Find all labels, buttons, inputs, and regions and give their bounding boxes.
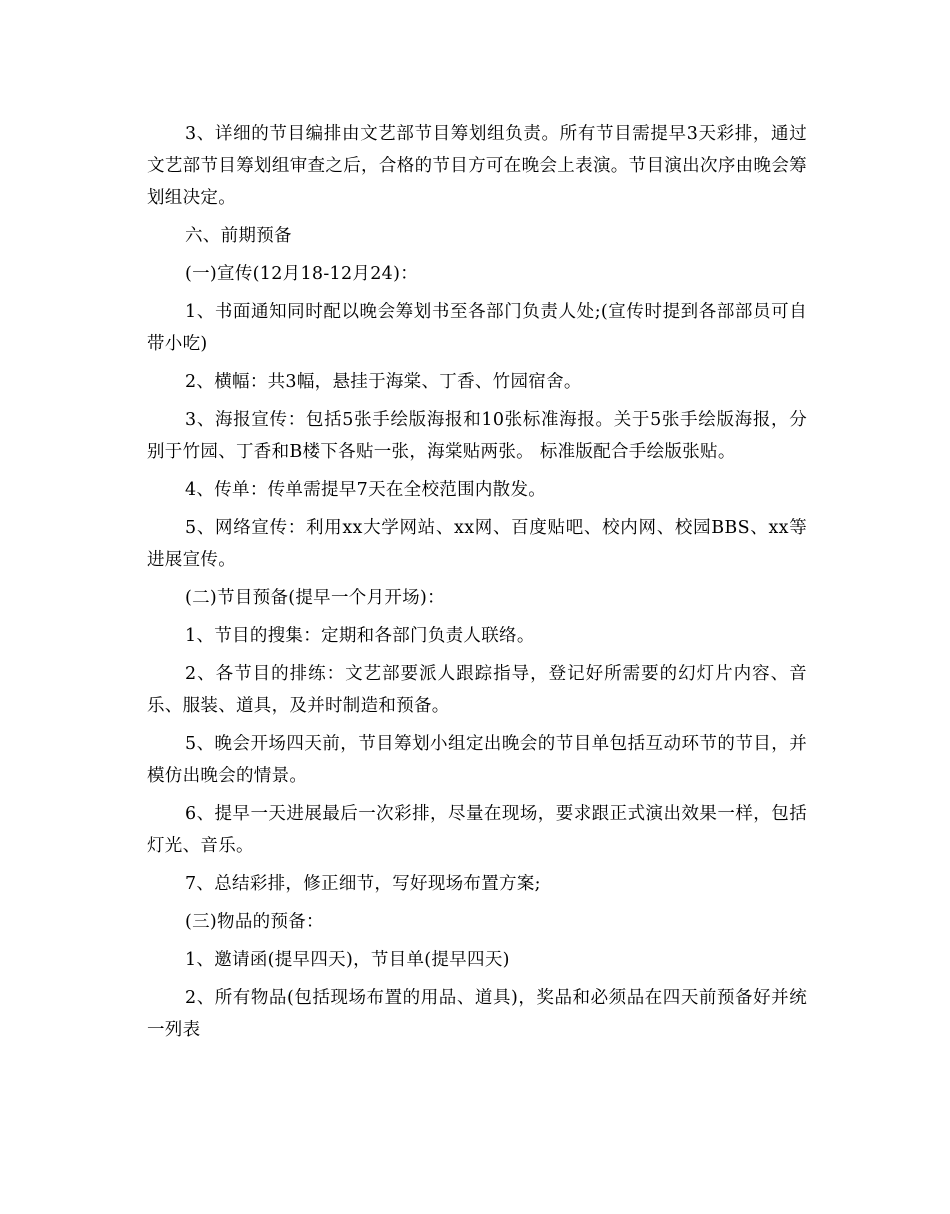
paragraph-rehearsal-arrangement: 3、详细的节目编排由文艺部节目筹划组负责。所有节目需提早3天彩排，通过文艺部节目筹划组审查之后，合格的节目方可在晚会上表演。节目演出次序由晚会筹划组决定。 [147, 124, 807, 208]
paragraph-program-collection: 1、节目的搜集：定期和各部门负责人联络。 [185, 626, 535, 646]
subheading-materials: (三)物品的预备： [185, 912, 324, 932]
paragraph-banners: 2、横幅：共3幅，悬挂于海棠、丁香、竹园宿舍。 [185, 372, 582, 392]
paragraph-supplies: 2、所有物品(包括现场布置的用品、道具)，奖品和必须品在四天前预备好并统一列表 [147, 988, 807, 1040]
paragraph-posters: 3、海报宣传：包括5张手绘版海报和10张标准海报。关于5张手绘版海报，分别于竹园、丁香和B楼下各贴一张，海棠贴两张。 标准版配合手绘版张贴。 [147, 410, 807, 462]
paragraph-final-rehearsal: 6、提早一天进展最后一次彩排，尽量在现场，要求跟正式演出效果一样，包括灯光、音乐。 [147, 804, 807, 856]
paragraph-written-notice: 1、书面通知同时配以晚会筹划书至各部门负责人处;(宣传时提到各部部员可自带小吃) [147, 302, 807, 354]
paragraph-summary: 7、总结彩排，修正细节，写好现场布置方案; [185, 874, 541, 894]
subheading-publicity: (一)宣传(12月18-12月24)： [185, 264, 418, 284]
document-body [147, 118, 807, 1052]
paragraph-flyers: 4、传单：传单需提早7天在全校范围内散发。 [185, 480, 547, 500]
paragraph-rehearsals: 2、各节目的排练：文艺部要派人跟踪指导，登记好所需要的幻灯片内容、音乐、服装、道具，及并时制造和预备。 [147, 664, 807, 716]
paragraph-online-publicity: 5、网络宣传：利用xx大学网站、xx网、百度贴吧、校内网、校园BBS、xx等进展宣传。 [147, 518, 807, 570]
heading-preparation: 六、前期预备 [185, 226, 292, 246]
paragraph-invitations: 1、邀请函(提早四天)，节目单(提早四天) [185, 950, 510, 970]
paragraph-program-list: 5、晚会开场四天前，节目筹划小组定出晚会的节目单包括互动环节的节目，并模仿出晚会的情景。 [147, 734, 807, 786]
subheading-program-preparation: (二)节目预备(提早一个月开场)： [185, 588, 445, 608]
